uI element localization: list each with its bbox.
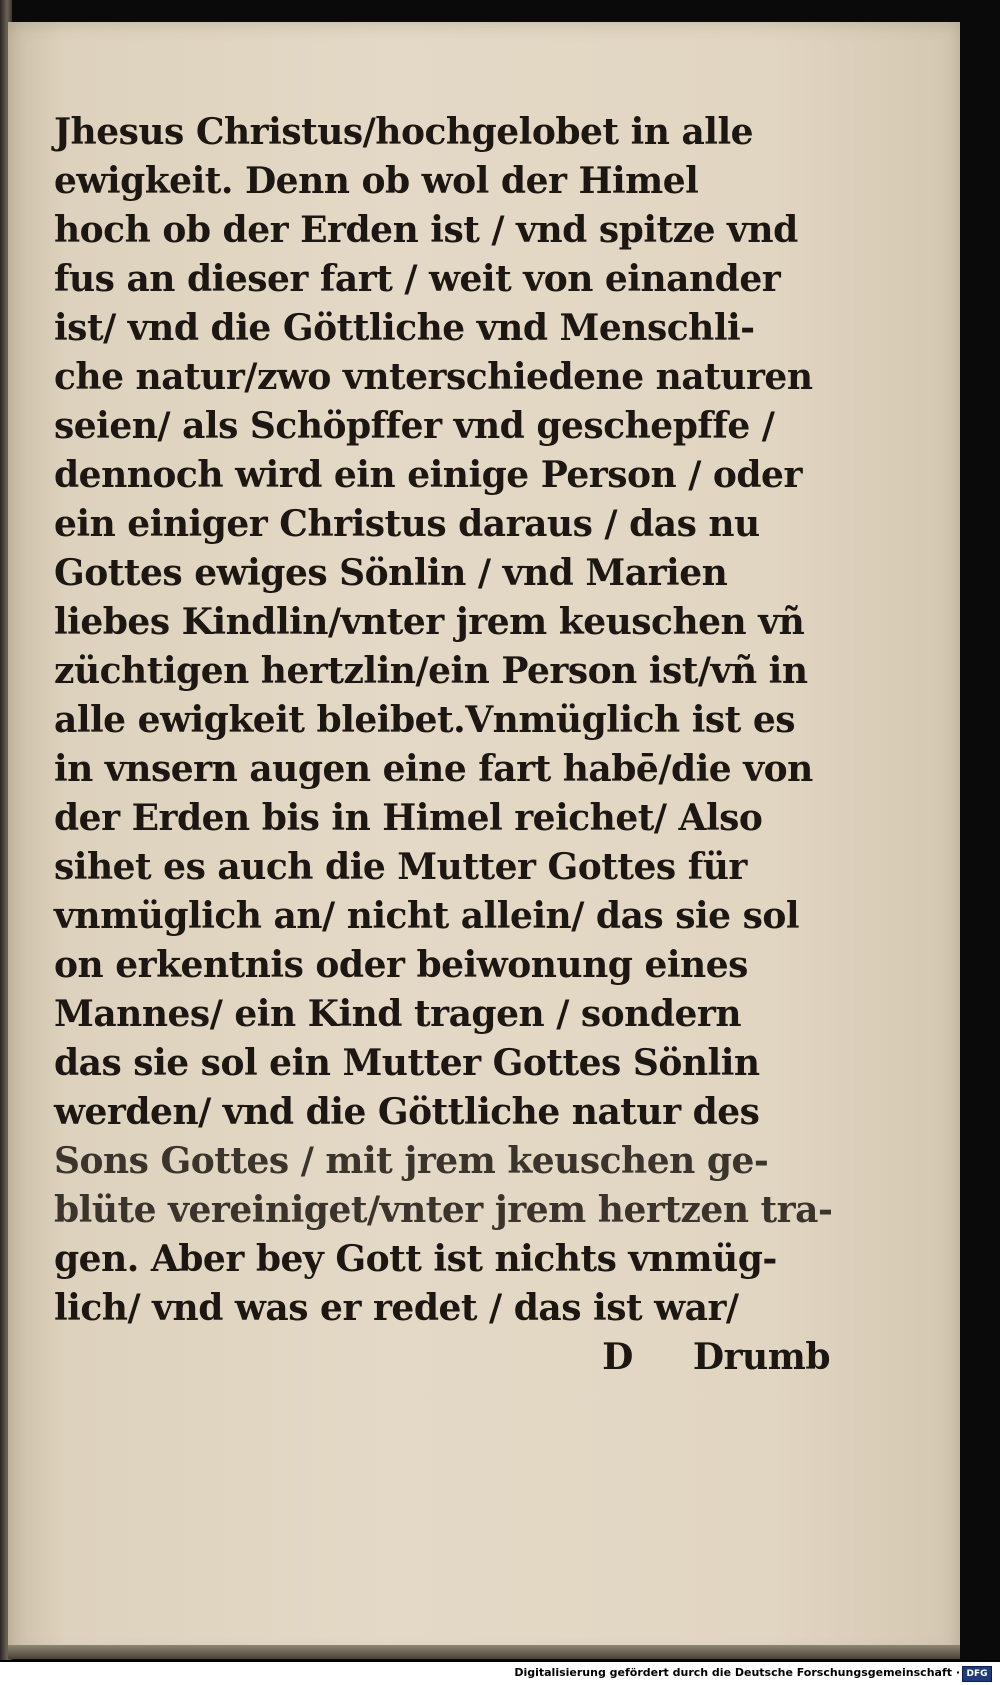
- dfg-logo-text: DFG: [966, 1669, 988, 1679]
- text-line-13: alle ewigkeit bleibet.Vnmüglich ist es: [54, 699, 796, 741]
- text-line-9: ein einiger Christus daraus / das nu: [54, 503, 760, 545]
- signature-mark: D: [602, 1336, 633, 1378]
- text-line-23: blüte vereiniget/vnter jrem hertzen tra-: [54, 1189, 833, 1231]
- text-line-22: Sons Gottes / mit jrem keuschen ge-: [54, 1140, 769, 1182]
- text-line-5: ist/ vnd die Göttliche vnd Menschli-: [54, 307, 755, 349]
- text-line-7: seien/ als Schöpffer vnd geschepffe /: [54, 405, 775, 447]
- text-line-16: sihet es auch die Mutter Gottes für: [54, 846, 747, 888]
- text-line-18: on erkentnis oder beiwonung eines: [54, 944, 748, 986]
- digitization-footer: [0, 1662, 1000, 1685]
- text-line-11: liebes Kindlin/vnter jrem keuschen vñ: [54, 601, 805, 643]
- text-line-15: der Erden bis in Himel reichet/ Also: [54, 797, 763, 839]
- text-line-12: züchtigen hertzlin/ein Person ist/vñ in: [54, 650, 808, 692]
- text-line-10: Gottes ewiges Sönlin / vnd Marien: [54, 552, 728, 594]
- text-line-19: Mannes/ ein Kind tragen / sondern: [54, 993, 742, 1035]
- text-line-4: fus an dieser fart / weit von einander: [54, 258, 781, 300]
- text-line-25: lich/ vnd was er redet / das ist war/: [54, 1287, 739, 1329]
- text-line-24: gen. Aber bey Gott ist nichts vnmüg-: [54, 1238, 777, 1280]
- signature-catchword-line: [54, 1333, 844, 1382]
- text-line-20: das sie sol ein Mutter Gottes Sönlin: [54, 1042, 760, 1084]
- footer-credit: Digitalisierung gefördert durch die Deutsche Forschungsgemeinschaft ·: [514, 1666, 960, 1679]
- text-line-1: Jhesus Christus/hochgelobet in alle: [54, 111, 754, 153]
- text-line-2: ewigkeit. Denn ob wol der Himel: [54, 160, 699, 202]
- text-line-14: in vnsern augen eine fart habē/die von: [54, 748, 813, 790]
- catchword: Drumb: [692, 1336, 830, 1378]
- text-line-17: vnmüglich an/ nicht allein/ das sie sol: [54, 895, 800, 937]
- text-line-8: dennoch wird ein einige Person / oder: [54, 454, 802, 496]
- body-text: [54, 108, 844, 1382]
- page-bottom-edge: [8, 1645, 960, 1659]
- text-line-21: werden/ vnd die Göttliche natur des: [54, 1091, 760, 1133]
- dfg-logo: [962, 1666, 992, 1682]
- text-line-6: che natur/zwo vnterschiedene naturen: [54, 356, 813, 398]
- text-line-3: hoch ob der Erden ist / vnd spitze vnd: [54, 209, 798, 251]
